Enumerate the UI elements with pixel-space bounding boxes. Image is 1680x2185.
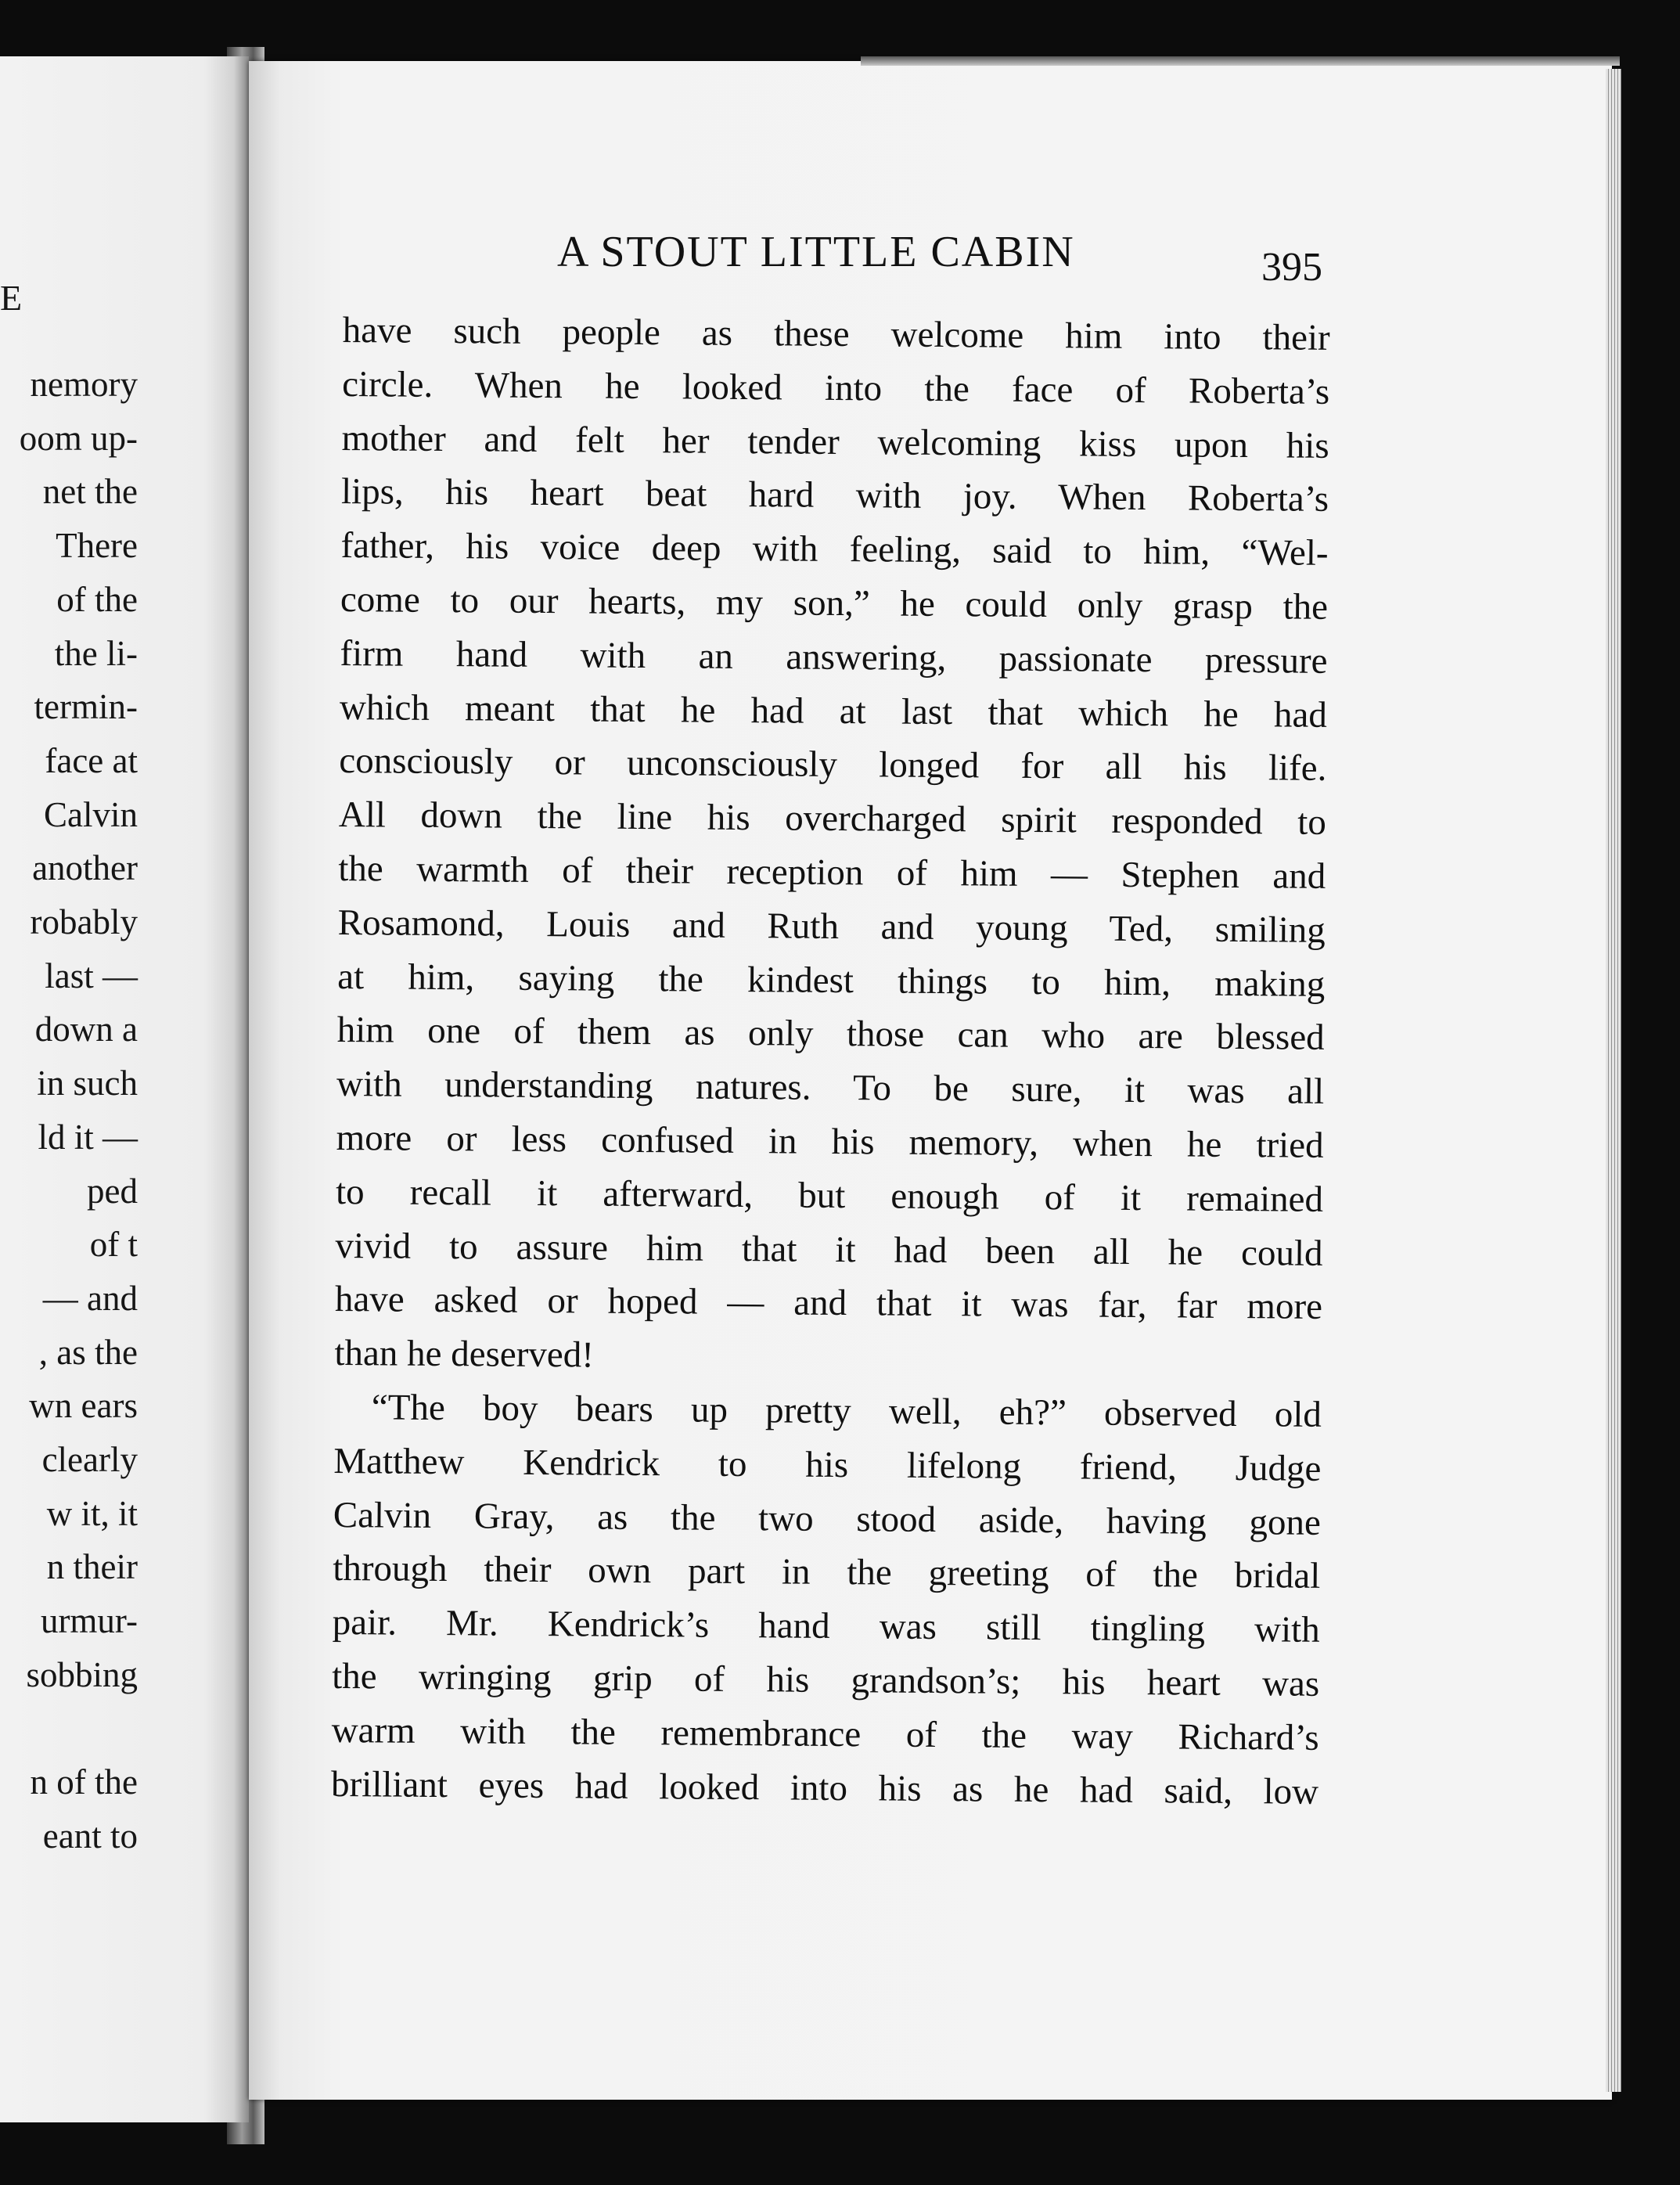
body-line: “The boy bears up pretty well, eh?” observed old [371, 1387, 1322, 1435]
left-page-line: oom up- [19, 418, 138, 458]
body-line: more or less confused in his memory, when he tried [336, 1117, 1324, 1166]
body-line: brilliant eyes had looked into his as he had said, low [330, 1763, 1319, 1812]
left-page-line: ped [87, 1171, 138, 1211]
body-line: him one of them as only those can who are blessed [336, 1010, 1325, 1059]
page-top-edge [861, 56, 1620, 66]
left-page-line [0, 1702, 138, 1756]
left-page-line: of the [56, 579, 138, 619]
left-page-line: wn ears [29, 1386, 138, 1426]
page-number: 395 [1261, 245, 1322, 290]
left-page-line: , as the [38, 1332, 138, 1372]
left-page-line: w it, it [46, 1493, 138, 1533]
running-head: A STOUT LITTLE CABIN [557, 228, 1075, 276]
body-line: to recall it afterward, but enough of it remained [335, 1171, 1324, 1220]
left-page-line: n their [46, 1547, 138, 1587]
left-page-line: ld it — [38, 1117, 138, 1157]
body-line: Rosamond, Louis and Ruth and young Ted, smiling [337, 902, 1326, 951]
body-line: come to our hearts, my son,” he could only grasp the [340, 578, 1329, 628]
body-line: which meant that he had at last that which he had [339, 686, 1328, 736]
left-page [0, 56, 249, 2122]
body-line: mother and felt her tender welcoming kiss upon his [341, 417, 1329, 466]
body-line: the wringing grip of his grandson’s; his heart was [332, 1655, 1320, 1704]
body-line: All down the line his overcharged spirit responded to [338, 794, 1327, 844]
body-line: lips, his heart beat hard with joy. When Roberta’s [340, 471, 1329, 520]
body-line: have such people as these welcome him into their [342, 309, 1330, 358]
left-page-line: clearly [41, 1440, 138, 1480]
left-page-line: net the [42, 472, 138, 512]
body-line: have asked or hoped — and that it was far, far more [334, 1279, 1323, 1328]
body-line: father, his voice deep with feeling, said to him, “Wel- [340, 525, 1329, 574]
left-page-line: Calvin [44, 794, 138, 834]
left-page-line: There [56, 526, 138, 566]
body-line: warm with the remembrance of the way Richard’s [331, 1709, 1319, 1758]
left-page-text [0, 358, 138, 1863]
left-page-line: down a [34, 1010, 138, 1049]
left-page-line: of t [89, 1225, 138, 1265]
body-line: circle. When he looked into the face of Roberta’s [341, 363, 1330, 412]
left-page-line: n of the [30, 1762, 138, 1802]
left-page-line: the li- [54, 633, 138, 673]
body-line: vivid to assure him that it had been all he could [335, 1225, 1323, 1274]
page-fore-edge [1606, 69, 1621, 2092]
left-page-line: termin- [34, 687, 138, 727]
body-line: at him, saying the kindest things to him, making [337, 956, 1326, 1005]
left-page-line: last — [45, 956, 138, 995]
body-line: through their own part in the greeting of the bridal [333, 1548, 1321, 1597]
body-line: the warmth of their reception of him — Stephen and [338, 848, 1326, 897]
left-page-line: eant to [42, 1816, 138, 1856]
left-page-line: in such [37, 1064, 138, 1103]
left-page-line: another [32, 848, 138, 888]
left-page-line: sobbing [26, 1654, 138, 1694]
body-text [331, 304, 1330, 1819]
left-page-line: — and [42, 1278, 138, 1318]
left-page-line: robably [30, 902, 138, 942]
body-line: Calvin Gray, as the two stood aside, having gone [333, 1494, 1322, 1543]
body-line: consciously or unconsciously longed for all his life. [339, 740, 1327, 790]
body-line: than he deserved! [334, 1333, 595, 1376]
left-running-head-fragment: E [0, 278, 23, 318]
left-page-line: face at [45, 740, 138, 780]
body-line: Matthew Kendrick to his lifelong friend, Judge [333, 1440, 1322, 1489]
left-page-line: urmur- [40, 1601, 138, 1641]
body-line: with understanding natures. To be sure, it was all [336, 1064, 1325, 1113]
body-line: firm hand with an answering, passionate pressure [340, 632, 1328, 682]
left-page-line: nemory [30, 365, 138, 404]
body-line: pair. Mr. Kendrick’s hand was still tingling with [332, 1602, 1320, 1650]
